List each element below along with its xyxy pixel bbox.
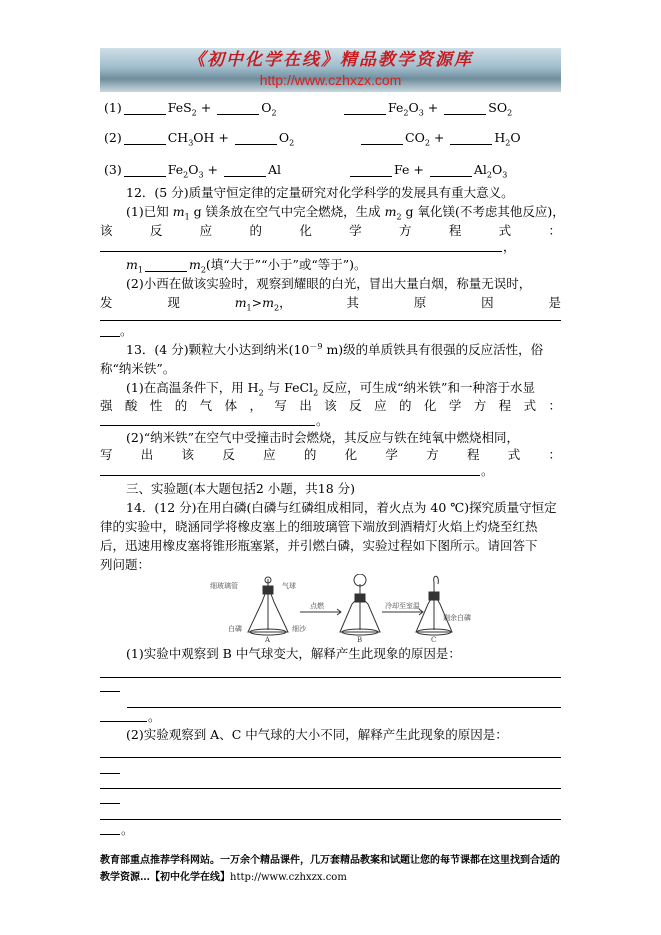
label-remaining-phosphorus: 剩余白磷 — [443, 614, 471, 622]
q14-line-1: 14．(12 分)在用白磷(白磷与红磷组成相同，着火点为 40 ℃)探究质量守恒定 — [126, 500, 557, 515]
answer-line[interactable] — [100, 691, 120, 692]
answer-line[interactable] — [100, 475, 480, 476]
equation-1-left: (1) $FeS_2 + O_2$ — [104, 100, 277, 118]
label-ignite: 点燃 — [310, 602, 324, 610]
label-b: B — [357, 636, 363, 644]
q12-title: 12．(5 分)质量守恒定律的定量研究对化学科学的发展具有重大意义。 — [126, 185, 514, 200]
answer-line[interactable] — [100, 336, 120, 337]
q12-part2-prompt: 发 现 $m_1>m_2$， 其 原 因 是 — [100, 295, 561, 313]
label-glass-tube: 细玻璃管 — [210, 582, 238, 590]
label-a: A — [265, 636, 271, 644]
answer-line[interactable] — [100, 773, 120, 774]
answer-line[interactable] — [100, 677, 561, 678]
label-white-phosphorus: 白磷 — [228, 625, 242, 633]
label-balloon: 气球 — [282, 582, 296, 590]
period: 。 — [148, 709, 161, 724]
answer-line[interactable] — [100, 834, 120, 835]
q12-part2: (2)小西在做该实验时，观察到耀眼的白光，冒出大量白烟，称量无误时， — [126, 276, 532, 291]
header-banner — [100, 48, 561, 92]
answer-line[interactable] — [100, 757, 561, 758]
answer-line[interactable] — [100, 251, 502, 252]
equation-3-left: (3) $Fe_2O_3 + Al$ — [104, 162, 282, 180]
q13-part1: (1)在高温条件下，用 $H_2$ 与 FeCl$_2$ 反应，可生成“纳米铁”和一种溶于水显 — [126, 380, 535, 398]
q14-line-4: 列问题： — [100, 557, 151, 572]
equation-2-left: (2) $CH_3OH + O_2$ — [104, 130, 295, 148]
banner-title: 《初中化学在线》精品教学资源库 — [188, 50, 473, 70]
q13-title: 13．(4 分)颗粒大小达到纳米($10^{-9}$ m)级的单质铁具有很强的反应活性，俗 — [126, 341, 544, 357]
q14-part1: (1)实验中观察到 B 中气球变大，解释产生此现象的原因是： — [126, 646, 461, 661]
footer-line-1: 教育部重点推荐学科网站。一万余个精品课件，几万套精品教案和试题让您的每节课都在这里找到合适的 — [100, 855, 560, 866]
answer-line[interactable] — [100, 721, 147, 722]
q13-part2-prompt: 写 出 该 反 应 的 化 学 方 程 式 ： — [100, 447, 561, 462]
equation-3-right: $Fe + Al_2O_3$ — [348, 163, 507, 177]
answer-line[interactable] — [100, 819, 561, 820]
footer-url[interactable]: http://www.czhxzx.com — [230, 872, 347, 883]
period: 。 — [316, 413, 329, 428]
q12-part1: (1)已知 $m_1$ g 镁条放在空气中完全燃烧，生成 $m_2$ g 氧化镁(不考虑其他反应)， — [126, 204, 565, 222]
answer-line[interactable] — [100, 788, 561, 789]
comma: ， — [503, 239, 516, 254]
flask-diagram — [200, 574, 460, 644]
q13-title-cont: 称“纳米铁”。 — [100, 361, 176, 376]
answer-line[interactable] — [100, 320, 561, 321]
q14-line-3: 后，迅速用橡皮塞将锥形瓶塞紧，并引燃白磷，实验过程如下图所示。请回答下 — [100, 538, 538, 553]
answer-line[interactable] — [100, 803, 120, 804]
label-sand: 细沙 — [292, 625, 306, 633]
banner-url[interactable]: http://www.czhxzx.com — [259, 72, 402, 88]
equation-2-right: $CO_2 + H_2O$ — [359, 131, 521, 145]
period: 。 — [120, 323, 133, 338]
q14-line-2: 律的实验中，晓涵同学将橡皮塞上的细玻璃管下端放到酒精灯火焰上灼烧至红热 — [100, 519, 538, 534]
q14-part2: (2)实验观察到 A、C 中气球的大小不同，解释产生此现象的原因是： — [126, 727, 508, 742]
period: 。 — [121, 822, 134, 837]
q12-compare: $m_1$ $m_2$(填“大于”“小于”或“等于”)。 — [126, 257, 367, 275]
label-cool: 冷却至室温 — [385, 602, 420, 610]
label-c: C — [431, 636, 437, 644]
footer-line-2: 教学资源…【初中化学在线】http://www.czhxzx.com — [100, 872, 347, 883]
equation-1-right: $Fe_2O_3 + SO_2$ — [342, 101, 512, 115]
answer-line[interactable] — [127, 707, 561, 708]
period: 。 — [481, 463, 494, 478]
q13-part1-prompt: 强 酸 性 的 气 体 ， 写 出 该 反 应 的 化 学 方 程 式 ： — [100, 398, 561, 413]
section-3-heading: 三、实验题(本大题包括2 小题，共18 分) — [126, 481, 356, 496]
experiment-figure — [200, 574, 470, 644]
q13-part2: (2)“纳米铁”在空气中受撞击时会燃烧，其反应与铁在纯氧中燃烧相同， — [126, 430, 519, 445]
q12-part1-prompt: 该 反 应 的 化 学 方 程 式 ： — [100, 223, 561, 238]
answer-line[interactable] — [100, 425, 315, 426]
